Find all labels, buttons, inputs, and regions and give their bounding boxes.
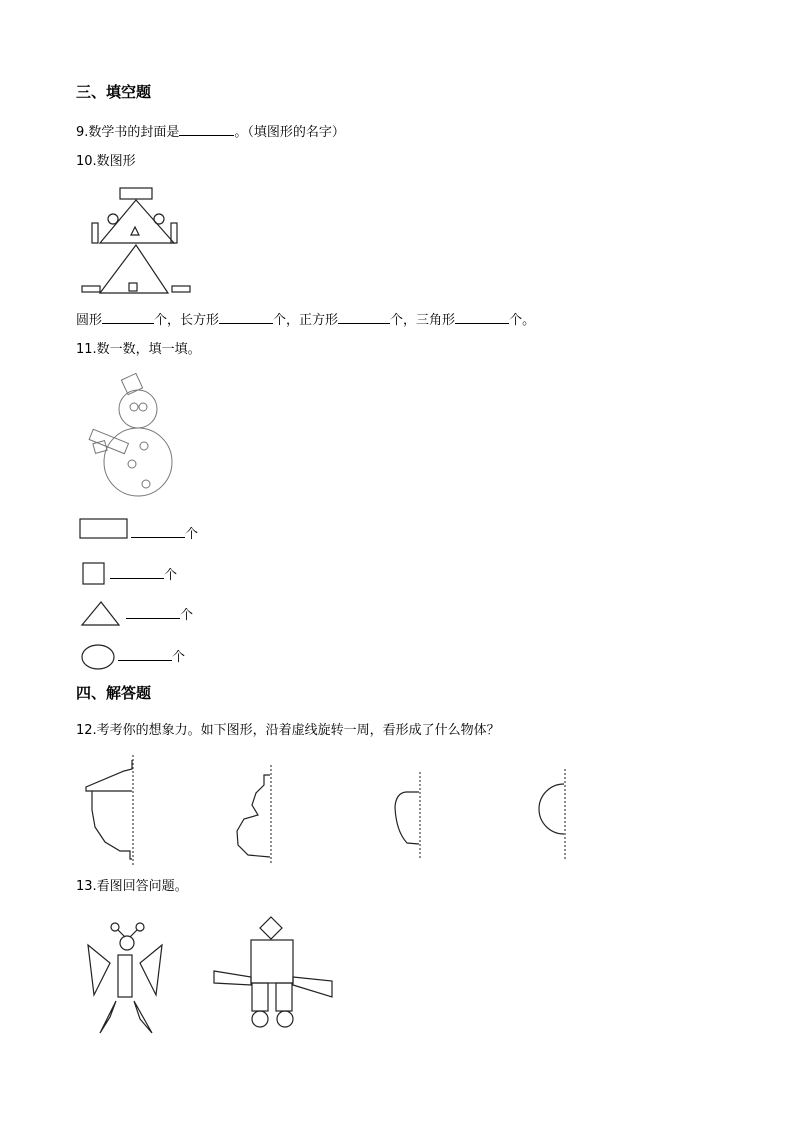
left-lower-wing <box>100 1001 116 1033</box>
rotation-figure-1 <box>86 755 133 865</box>
figure-lower-triangle <box>100 245 168 293</box>
antenna-right-circle <box>136 923 144 931</box>
circle-count-unit: 个 <box>172 650 186 665</box>
figure-small-square <box>129 283 137 291</box>
label-triangle-count: 个，三角形 <box>390 313 456 328</box>
section-title-answer: 四、解答题 <box>76 684 152 702</box>
question-10-answer-line <box>76 311 535 329</box>
square-icon <box>82 562 106 586</box>
snowman-hand-square <box>93 441 107 454</box>
rectangle-count-row <box>131 525 198 543</box>
snowman-button-1 <box>140 442 148 450</box>
square-count-unit: 个 <box>164 568 178 583</box>
circle-count-row <box>118 648 185 666</box>
rectangle-icon <box>79 518 129 540</box>
right-lower-wing <box>134 1001 152 1033</box>
snowman-left-eye <box>130 403 138 411</box>
figure-left-arm-rectangle <box>92 223 98 243</box>
square-count-blank[interactable] <box>110 566 164 579</box>
figure-top-rectangle <box>120 188 152 199</box>
antenna-left-circle <box>111 923 119 931</box>
robot-left-leg <box>252 983 268 1011</box>
robot-body-square <box>251 940 293 983</box>
figure-small-triangle <box>131 227 139 235</box>
question-11-snowman-figure <box>80 370 190 505</box>
robot-right-arm <box>293 977 332 997</box>
robot-left-arm <box>214 971 251 985</box>
head-circle <box>120 936 134 950</box>
figure-right-circle <box>154 214 164 224</box>
square-count-row <box>110 566 177 584</box>
rotation-figure-2 <box>237 765 271 863</box>
rectangle-count-blank[interactable] <box>131 525 185 538</box>
figure-left-circle <box>108 214 118 224</box>
robot-figure <box>214 917 332 1027</box>
rotation-figure-4 <box>539 769 565 861</box>
question-10-title: 10.数图形 <box>76 154 136 169</box>
question-9 <box>76 123 345 141</box>
snowman-button-3 <box>142 480 150 488</box>
rectangle-count-unit: 个 <box>185 527 199 542</box>
figure-left-foot-rectangle <box>82 286 100 292</box>
label-end: 个。 <box>509 313 536 328</box>
body-rectangle <box>118 955 132 997</box>
question-13-figures <box>80 915 340 1040</box>
robot-head-diamond <box>260 917 282 939</box>
figure-right-foot-rectangle <box>172 286 190 292</box>
robot-right-wheel <box>277 1011 293 1027</box>
question-11-title: 11.数一数，填一填。 <box>76 342 201 357</box>
insect-figure <box>88 923 162 1033</box>
snowman-right-eye <box>139 403 147 411</box>
question-9-prefix: 9.数学书的封面是 <box>76 125 180 140</box>
question-9-answer-blank[interactable] <box>179 123 234 136</box>
question-13-title: 13.看图回答问题。 <box>76 879 188 894</box>
triangle-count-row <box>126 606 193 624</box>
circle-icon <box>81 644 117 670</box>
blank-rectangle-count[interactable] <box>219 311 273 324</box>
question-12-title: 12.考考你的想象力。如下图形，沿着虚线旋转一周，看形成了什么物体？ <box>76 723 500 738</box>
blank-triangle-count[interactable] <box>455 311 509 324</box>
question-12-rotation-figures <box>80 755 580 870</box>
triangle-icon <box>81 601 121 627</box>
blank-square-count[interactable] <box>338 311 390 324</box>
right-upper-wing <box>140 945 162 995</box>
rotation-figure-3 <box>395 772 420 860</box>
question-9-suffix: 。（填图形的名字） <box>234 125 345 140</box>
robot-left-wheel <box>252 1011 268 1027</box>
label-circle-count: 圆形 <box>76 313 103 328</box>
snowman-button-2 <box>128 460 136 468</box>
triangle-count-blank[interactable] <box>126 606 180 619</box>
blank-circle-count[interactable] <box>102 311 154 324</box>
robot-right-leg <box>276 983 292 1011</box>
label-rectangle-count: 个，长方形 <box>154 313 220 328</box>
question-10-figure <box>80 185 195 297</box>
circle-count-blank[interactable] <box>118 648 172 661</box>
left-upper-wing <box>88 945 110 995</box>
triangle-count-unit: 个 <box>180 608 194 623</box>
section-title-fill-in: 三、填空题 <box>76 83 152 101</box>
label-square-count: 个，正方形 <box>273 313 339 328</box>
